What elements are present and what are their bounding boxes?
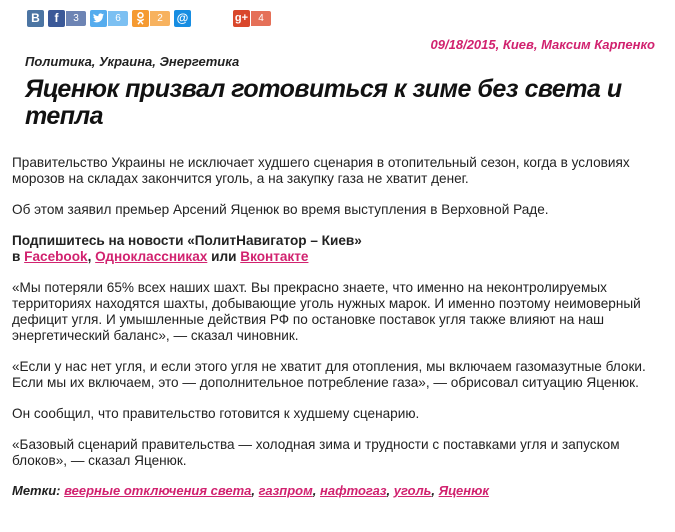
mail-at-icon: @ xyxy=(174,10,191,27)
odnoklassniki-icon xyxy=(132,10,149,27)
tag-link[interactable]: газпром xyxy=(258,483,313,498)
odnoklassniki-share-button[interactable] xyxy=(132,10,170,27)
article-categories[interactable]: Политика, Украина, Энергетика xyxy=(25,54,240,69)
vk-icon: В xyxy=(27,10,44,27)
twitter-share-count: 6 xyxy=(108,11,128,26)
article-paragraph: «Если у нас нет угля, и если этого угля не хватит для отопления, мы включаем газомазутные блоки. Если мы их включаем, это — дополнительное потребление газа», — обрисовал ситуацию Яценюк. xyxy=(12,359,646,390)
article-paragraph: Об этом заявил премьер Арсений Яценюк во время выступления в Верховной Раде. xyxy=(12,202,549,217)
tag-link[interactable]: уголь xyxy=(393,483,432,498)
tag-link[interactable]: нафтогаз xyxy=(319,483,387,498)
article-paragraph: Он сообщил, что правительство готовится к худшему сценарию. xyxy=(12,406,420,421)
tag-separator: , xyxy=(251,483,256,498)
article-paragraph: «Мы потеряли 65% всех наших шахт. Вы прекрасно знаете, что именно на неконтролируемых территориях находятся шахты, добывающие уголь нужных марок. И именно поэтому неимоверный дефицит угля. И умышленные действия РФ по остановке поставок угля также влияют на наш энергетический баланс», — сказал чиновник. xyxy=(12,280,641,343)
twitter-share-button[interactable] xyxy=(90,10,128,27)
subscribe-comma: , xyxy=(87,249,92,264)
odnoklassniki-share-count: 2 xyxy=(150,11,170,26)
article-body xyxy=(12,155,662,499)
tag-separator: , xyxy=(312,483,317,498)
subscribe-block xyxy=(12,233,662,265)
googleplus-share-count: 4 xyxy=(251,11,271,26)
googleplus-share-button[interactable] xyxy=(233,10,271,27)
facebook-share-button[interactable] xyxy=(48,10,86,27)
article-tags xyxy=(12,483,662,499)
googleplus-icon: g+ xyxy=(233,10,250,27)
subscribe-vkontakte-link[interactable]: Вконтакте xyxy=(240,249,309,264)
subscribe-prefix: в xyxy=(12,249,21,264)
subscribe-odnoklassniki-link[interactable]: Одноклассниках xyxy=(95,249,208,264)
article-headline: Яценюк призвал готовиться к зиме без света и тепла xyxy=(25,75,622,130)
ok-person-icon xyxy=(136,12,145,25)
article-dateline: 09/18/2015, Киев, Максим Карпенко xyxy=(430,37,655,52)
tags-label: Метки: xyxy=(12,483,61,498)
subscribe-or: или xyxy=(211,249,237,264)
twitter-icon xyxy=(90,10,107,27)
tag-link[interactable]: веерные отключения света xyxy=(64,483,252,498)
article-paragraph: Правительство Украины не исключает худшего сценария в отопительный сезон, когда в условиях морозов на складах закончится уголь, а на закупку газа не хватит денег. xyxy=(12,155,630,186)
article-paragraph: «Базовый сценарий правительства — холодная зима и трудности с поставками угля и запуском блоков», — сказал Яценюк. xyxy=(12,437,620,468)
tag-link[interactable]: Яценюк xyxy=(438,483,489,498)
facebook-share-count: 3 xyxy=(66,11,86,26)
subscribe-title: Подпишитесь на новости «ПолитНавигатор – Киев» xyxy=(12,233,362,248)
tag-separator: , xyxy=(386,483,391,498)
facebook-icon: f xyxy=(48,10,65,27)
subscribe-facebook-link[interactable]: Facebook xyxy=(24,249,88,264)
mail-share-button[interactable] xyxy=(174,10,191,27)
share-bar xyxy=(27,9,275,27)
bird-icon xyxy=(93,13,104,23)
vk-share-button[interactable] xyxy=(27,10,44,27)
tag-separator: , xyxy=(431,483,435,498)
